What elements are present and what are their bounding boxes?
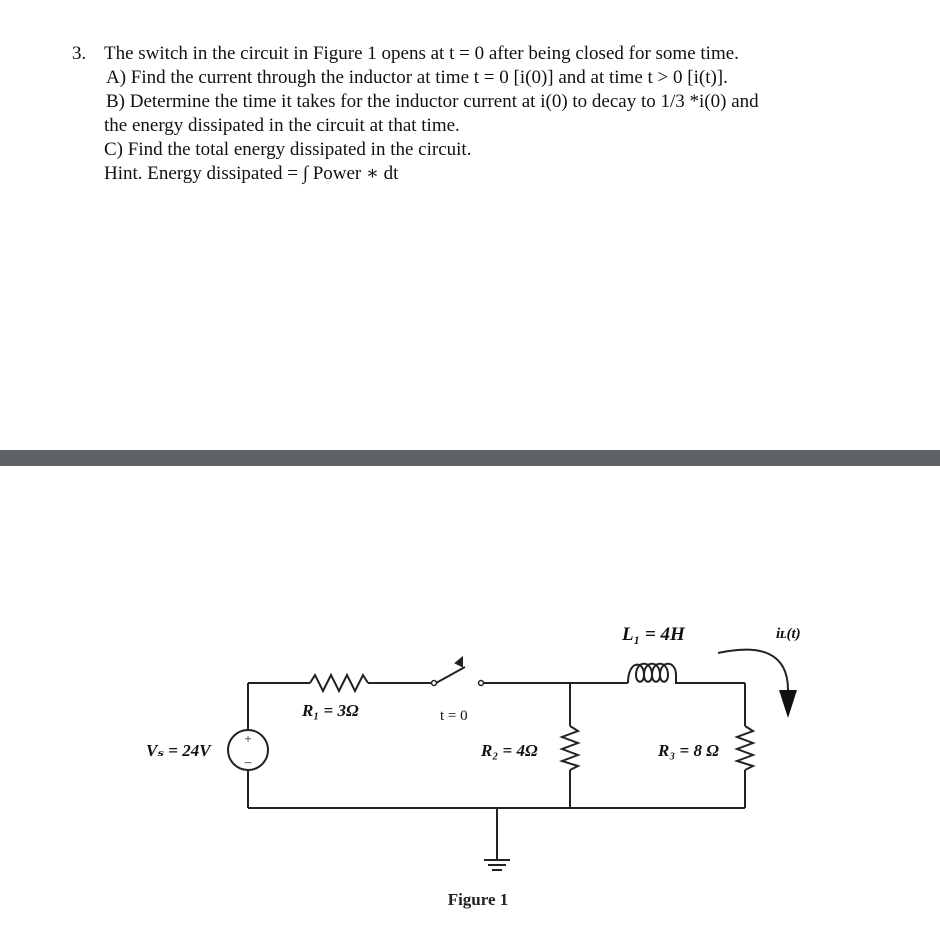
vs-plus-sign: + bbox=[244, 731, 252, 746]
r3-resistor bbox=[737, 726, 753, 770]
r1-label: R₁ = 3Ω bbox=[302, 701, 359, 720]
question-hint: Hint. Energy dissipated = ∫ Power ∗ dt bbox=[104, 163, 399, 184]
inductor-coil bbox=[628, 664, 695, 683]
switch-label: t = 0 bbox=[440, 708, 468, 724]
r3-label: R₃ = 8 Ω bbox=[658, 741, 719, 760]
l1-label: L₁ = 4H bbox=[622, 624, 685, 645]
question-part-a: A) Find the current through the inductor at time t = 0 [i(0)] and at time t > 0 [i(t)]. bbox=[106, 67, 728, 88]
question-part-b: B) Determine the time it takes for the inductor current at i(0) to decay to 1/3 *i(0) and bbox=[106, 91, 759, 112]
switch-arrow-icon bbox=[456, 658, 462, 666]
wire-left-top bbox=[248, 683, 310, 808]
vs-label: Vₛ = 24V bbox=[146, 741, 211, 760]
question-number: 3. bbox=[72, 43, 87, 64]
switch-contact-right bbox=[479, 681, 484, 686]
question-line-1: The switch in the circuit in Figure 1 opens at t = 0 after being closed for some time. bbox=[104, 43, 739, 64]
switch-arm bbox=[436, 667, 465, 683]
question-part-b-cont: the energy dissipated in the circuit at that time. bbox=[104, 115, 460, 136]
r1-resistor bbox=[310, 675, 368, 691]
question-part-c: C) Find the total energy dissipated in the circuit. bbox=[104, 139, 472, 160]
current-arrowhead-icon bbox=[779, 690, 797, 718]
figure-caption: Figure 1 bbox=[447, 890, 509, 909]
vs-minus-sign: – bbox=[244, 755, 252, 770]
r2-label: R₂ = 4Ω bbox=[481, 741, 538, 760]
r2-resistor bbox=[562, 726, 578, 770]
switch-contact-left bbox=[432, 681, 437, 686]
il-label: iʟ(t) bbox=[776, 626, 801, 642]
ground-symbol bbox=[484, 808, 510, 870]
